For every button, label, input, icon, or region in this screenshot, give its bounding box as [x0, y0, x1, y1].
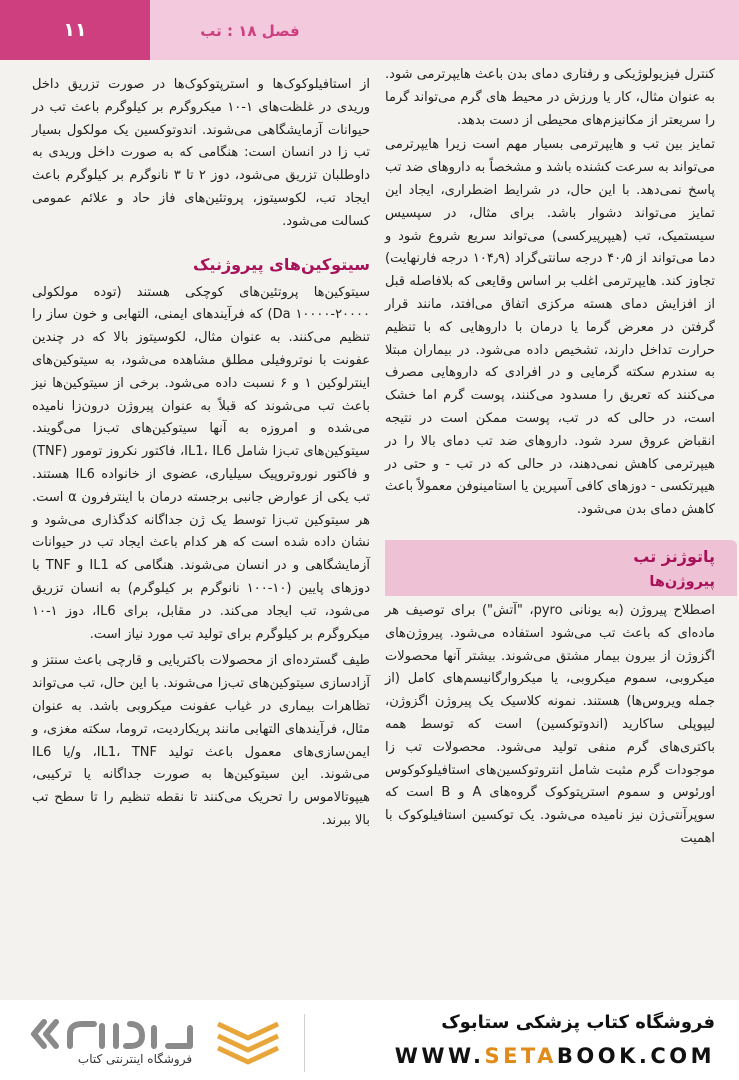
pathogenesis-heading-box	[385, 540, 737, 596]
logo-caption: فروشگاه اینترنتی کتاب	[77, 1052, 193, 1066]
right-paragraph-3: اصطلاح پیروژن (به یونانی pyro، "آتش") برای توصیف هر ماده‌ای که باعث تب می‌شود استفاده می‌شود. پیروژن‌های اگزوژن از بیرون بیمار مشتق می‌شوند. بیشتر آنها محصولات میکروبی، سموم میکروبی، یا میکروارگانیسم‌های کامل (از جمله ویروس‌ها) هستند. نمونه کلاسیک یک پیروژن اگزوژن، لیپوپلی ساکارید (اندوتوکسین) است که توسط همه باکتری‌های گرم منفی تولید می‌شود. محصولات تب زا موجودات گرم مثبت شامل انتروتوکسین‌های استافیلوکوکوس اورئوس و سموم استرپتوکوک گروه‌های A و B است که سوپرآنتی‌ژن نیز نامیده می‌شود. یک توکسین استافیلوکوک با اهمیت	[385, 602, 715, 846]
left-paragraph-1: از استافیلوکوک‌ها و استرپتوکوک‌ها در صورت تزریق داخل وریدی در غلظت‌های ۱-۱۰ میکروگرم بر کیلوگرم باعث تب در حیوانات آزمایشگاهی می‌شوند. اندوتوکسین یک مولکول بسیار تب زا در انسان است: هنگامی که به صورت داخل وریدی به داوطلبان تزریق می‌شود، دوز ۲ تا ۳ نانوگرم بر کیلوگرم باعث ایجاد تب، لکوسیتوز، پروتئین‌های فاز حاد و علائم عمومی کسالت می‌شود.	[32, 77, 370, 229]
shop-name: فروشگاه کتاب پزشکی ستابوک	[441, 1012, 715, 1033]
left-column	[32, 74, 370, 835]
shop-url[interactable]	[380, 1044, 715, 1074]
footer-divider	[304, 1014, 305, 1072]
right-paragraph-1: کنترل فیزیولوژیکی و رفتاری دمای بدن باعث هایپرترمی شود. به عنوان مثال، کار یا ورزش در محیط های گرم می‌تواند گرما را سریعتر از مکانیزم‌های محیطی از دست بدهد.	[385, 67, 715, 128]
right-paragraph-2: تمایز بین تب و هایپرترمی بسیار مهم است زیرا هایپرترمی می‌تواند به سرعت کشنده باشد و مشخصاً به داروهای ضد تب پاسخ نمی‌دهد. با این حال، در شرایط اضطراری، ایجاد این تمایز می‌تواند دشوار باشد. برای مثال، در سپسیس سیستمیک، تب (هیپرپیرکسی) می‌تواند سریع شروع شود و دما می‌تواند از ۴۰٫۵ درجه سانتی‌گراد (۱۰۴٫۹ درجه فارنهایت) تجاوز کند. هایپرترمی اغلب بر اساس وقایعی که بلافاصله قبل از افزایش دمای هسته مرکزی اتفاق می‌افتد، مانند قرار گرفتن در معرض گرما یا درمان با داروهایی که با تنظیم حرارت تداخل دارند، تشخیص داده می‌شود. در بیماران مبتلا به سندرم سکته گرمایی و در افرادی که داروهایی مصرف می‌کنند که تعریق را مسدود می‌کنند، پوست گرم اما خشک است، در حالی که در تب، پوست ممکن است در نتیجه انقباض عروق سرد شود. داروهای ضد تب دمای بالا را در هیپرترمی کاهش نمی‌دهند، در حالی که در تب - و حتی در هیپرتکسی - دوزهای کافی آسپرین یا استامینوفن معمولاً باعث کاهش دمای بدن می‌شود.	[385, 137, 715, 518]
url-suffix: BOOK.COM	[556, 1044, 715, 1068]
section-heading-pathogenesis: پاتوژنز تب	[633, 546, 715, 566]
section-heading-pyrogenic-cytokines: سیتوکین‌های پیروژنیک	[193, 254, 370, 274]
left-paragraph-3: طیف گسترده‌ای از محصولات باکتریایی و قارچی باعث سنتز و آزادسازی سیتوکین‌های تب‌زا می‌شوند. با این حال، تب می‌تواند تظاهرات بیماری در غیاب عفونت میکروبی باشد. به عنوان مثال، فرآیندهای التهابی مانند پریکاردیت، تروما، سکته مغزی، و ایمن‌سازی‌های معمول باعث تولید IL1، TNF، و/یا IL6 می‌شوند. این سیتوکین‌ها به صورت جداگانه یا ترکیبی، هیپوتالاموس را تحریک می‌کنند تا نقطه تنظیم را تا سطح تب بالا ببرند.	[32, 653, 370, 828]
page-number: ۱۱	[63, 19, 87, 41]
url-prefix: WWW.	[394, 1044, 485, 1068]
right-column	[385, 64, 715, 853]
url-highlight: SETA	[484, 1044, 557, 1068]
chapter-title: فصل ۱۸ : تب	[200, 22, 300, 40]
subsection-heading-pyrogens: پیروژن‌ها	[649, 573, 715, 590]
left-paragraph-2: سیتوکین‌ها پروتئین‌های کوچکی هستند (توده مولکولی ۲۰۰۰۰-۱۰۰۰۰ Da) که فرآیندهای ایمنی، التهابی و خون ساز را تنظیم می‌کنند. به عنوان مثال، لکوسیتوز بالا که در چندین عفونت با نوتروفیلی مطلق مشاهده می‌شود، به سیتوکین‌های اینترلوکین ۱ و ۶ نسبت داده می‌شود. برخی از سیتوکین‌ها نیز باعث تب می‌شوند که قبلاً به عنوان پیروژن درون‌زا نامیده می‌شده و امروزه به آنها سیتوکین‌های تب‌زا می‌گویند. سیتوکین‌های تب‌زا شامل IL1، IL6، فاکتور نکروز تومور (TNF) و فاکتور نوروتروپیک سیلیاری، عضوی از خانواده IL6 هستند. تب یکی از عوارض جانبی برجسته درمان با اینترفرون α است. هر سیتوکین تب‌زا توسط یک ژن جداگانه کدگذاری می‌شود و نشان داده شده است که هر کدام باعث ایجاد تب در حیوانات آزمایشگاهی و در انسان می‌شوند. هنگامی که IL1 و TNF با دوزهای پایین (۱۰-۱۰۰ نانوگرم بر کیلوگرم) به انسان تزریق می‌شود، تب ایجاد می‌کند. در مقابل، برای IL6، دوز ۱-۱۰ میکروگرم بر کیلوگرم برای تولید تب مورد نیاز است.	[32, 284, 370, 642]
